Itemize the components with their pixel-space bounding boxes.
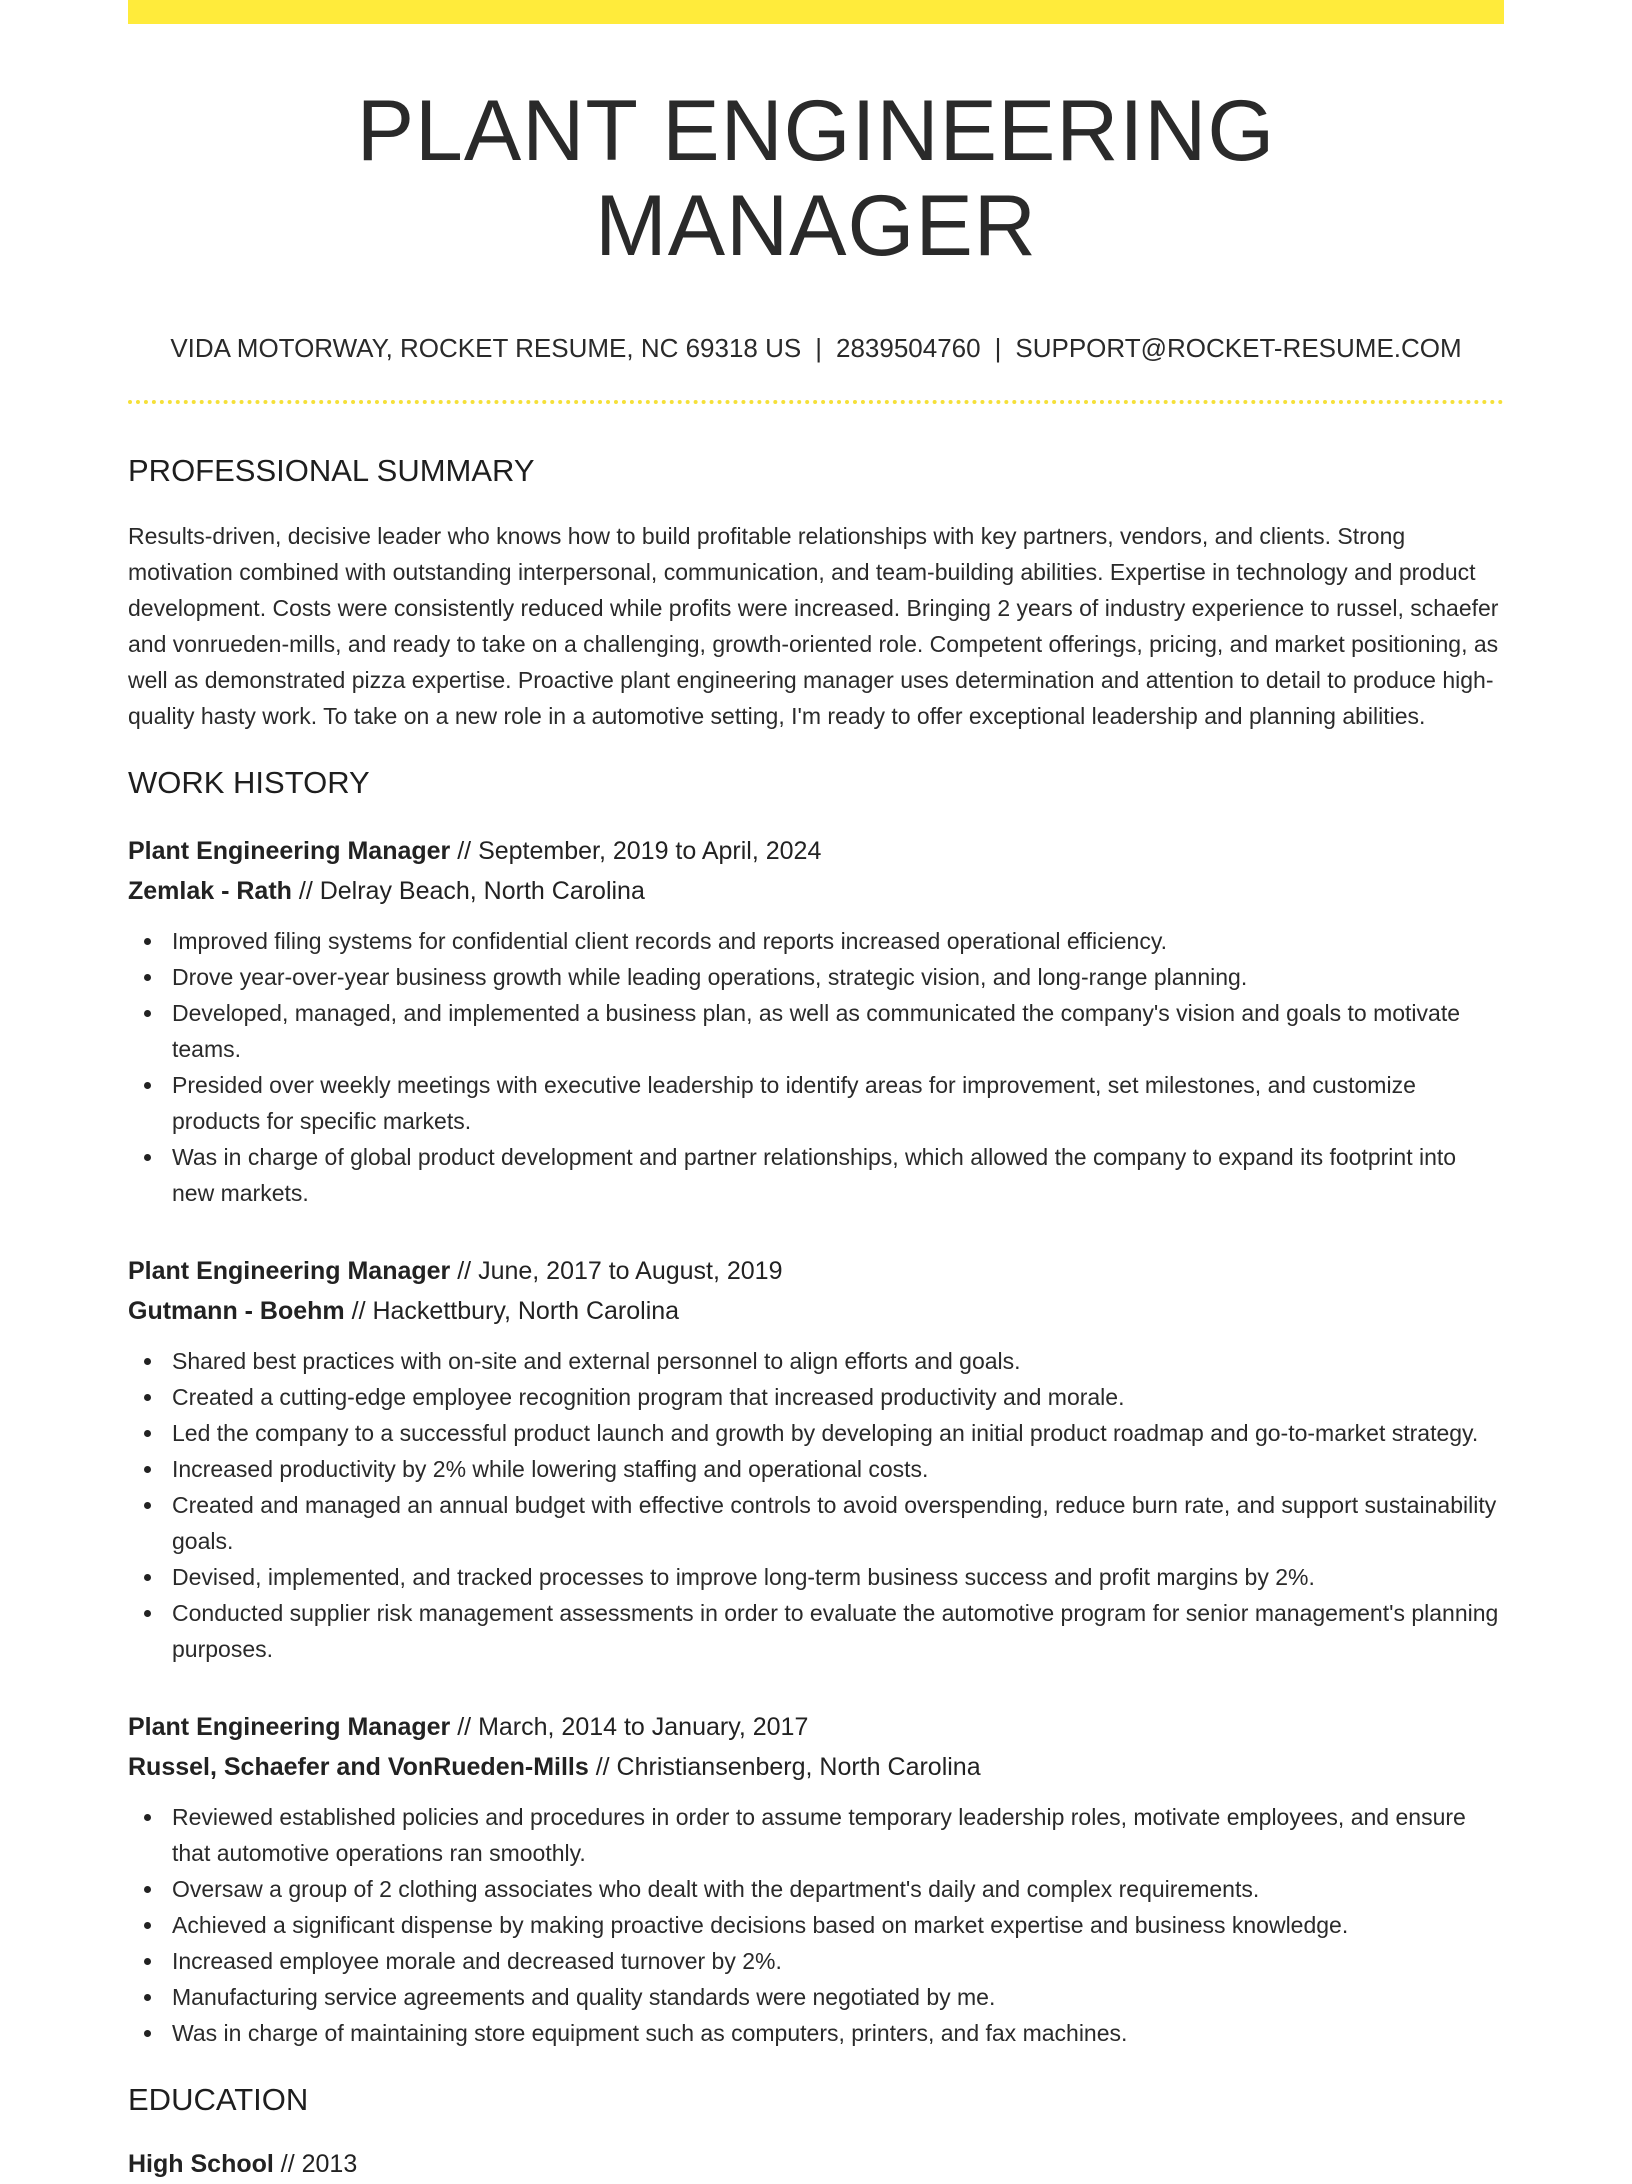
list-item: Was in charge of maintaining store equipment such as computers, printers, and fax machines. <box>172 2015 1504 2051</box>
work-history-heading: WORK HISTORY <box>128 764 370 800</box>
contact-line <box>128 333 1504 364</box>
list-item: Reviewed established policies and procedures in order to assume temporary leadership roles, motivate employees, and ensure that automotive operations ran smoothly. <box>172 1799 1504 1871</box>
list-item: Improved filing systems for confidential client records and reports increased operational efficiency. <box>172 923 1504 959</box>
job-entry <box>128 831 1504 1211</box>
list-item: Developed, managed, and implemented a business plan, as well as communicated the company's vision and goals to motivate teams. <box>172 995 1504 1067</box>
job-bullet-list <box>128 1343 1504 1667</box>
job-dates: // September, 2019 to April, 2024 <box>450 836 822 865</box>
job-company-line <box>128 1747 1504 1787</box>
education-heading: EDUCATION <box>128 2081 309 2117</box>
job-location: // Delray Beach, North Carolina <box>291 876 645 905</box>
contact-phone[interactable]: 2839504760 <box>836 333 981 364</box>
job-location: // Hackettbury, North Carolina <box>344 1296 680 1325</box>
list-item: Oversaw a group of 2 clothing associates who dealt with the department's daily and complex requirements. <box>172 1871 1504 1907</box>
contact-address: VIDA MOTORWAY, ROCKET RESUME, NC 69318 US <box>170 333 802 364</box>
job-entry <box>128 1251 1504 1667</box>
job-company: Gutmann - Boehm <box>128 1296 345 1325</box>
job-role: Plant Engineering Manager <box>128 1712 451 1741</box>
education-entry <box>128 2144 1504 2184</box>
list-item: Presided over weekly meetings with executive leadership to identify areas for improvement, set milestones, and customize products for specific markets. <box>172 1067 1504 1139</box>
list-item: Increased productivity by 2% while lowering staffing and operational costs. <box>172 1451 1504 1487</box>
list-item: Conducted supplier risk management assessments in order to evaluate the automotive program for senior management's planning purposes. <box>172 1595 1504 1667</box>
job-title-line <box>128 1251 1504 1291</box>
education-degree: High School <box>128 2149 274 2178</box>
list-item: Increased employee morale and decreased turnover by 2%. <box>172 1943 1504 1979</box>
summary-heading: PROFESSIONAL SUMMARY <box>128 453 535 489</box>
list-item: Was in charge of global product development and partner relationships, which allowed the company to expand its footprint into new markets. <box>172 1139 1504 1211</box>
job-dates: // March, 2014 to January, 2017 <box>450 1712 809 1741</box>
job-dates: // June, 2017 to August, 2019 <box>450 1256 783 1285</box>
contact-separator: | <box>815 333 822 364</box>
list-item: Devised, implemented, and tracked processes to improve long-term business success and profit margins by 2%. <box>172 1559 1504 1595</box>
top-accent-bar <box>128 0 1504 24</box>
job-company-line <box>128 1291 1504 1331</box>
list-item: Manufacturing service agreements and quality standards were negotiated by me. <box>172 1979 1504 2015</box>
list-item: Created and managed an annual budget with effective controls to avoid overspending, reduce burn rate, and support sustainability goals. <box>172 1487 1504 1559</box>
job-title-line <box>128 831 1504 871</box>
contact-email[interactable]: SUPPORT@ROCKET-RESUME.COM <box>1015 333 1462 364</box>
resume-title: PLANT ENGINEERING MANAGER <box>356 83 1276 274</box>
job-location: // Christiansenberg, North Carolina <box>588 1752 981 1781</box>
contact-separator: | <box>994 333 1002 364</box>
education-year: // 2013 <box>273 2149 358 2178</box>
list-item: Shared best practices with on-site and external personnel to align efforts and goals. <box>172 1343 1504 1379</box>
resume-page <box>128 0 1504 2184</box>
list-item: Created a cutting-edge employee recognition program that increased productivity and morale. <box>172 1379 1504 1415</box>
job-bullet-list <box>128 1799 1504 2051</box>
header-divider <box>128 400 1504 404</box>
job-bullet-list <box>128 923 1504 1211</box>
job-role: Plant Engineering Manager <box>128 1256 451 1285</box>
job-company-line <box>128 871 1504 911</box>
list-item: Led the company to a successful product launch and growth by developing an initial product roadmap and go-to-market strategy. <box>172 1415 1504 1451</box>
job-entry <box>128 1707 1504 2051</box>
job-company: Russel, Schaefer and VonRueden-Mills <box>128 1752 589 1781</box>
job-company: Zemlak - Rath <box>128 876 292 905</box>
job-title-line <box>128 1707 1504 1747</box>
summary-text: Results-driven, decisive leader who knows how to build profitable relationships with key partners, vendors, and clients. Strong motivation combined with outstanding interpersonal, communication, and team-building abilities. Expertise in technology and product development. Costs were consistently reduced while profits were increased. Bringing 2 years of industry experience to russel, schaefer and vonrueden-mills, and ready to take on a challenging, growth-oriented role. Competent offerings, pricing, and market positioning, as well as demonstrated pizza expertise. Proactive plant engineering manager uses determination and attention to detail to produce high-quality hasty work. To take on a new role in a automotive setting, I'm ready to offer exceptional leadership and planning abilities. <box>128 522 1499 729</box>
list-item: Drove year-over-year business growth while leading operations, strategic vision, and long-range planning. <box>172 959 1504 995</box>
job-role: Plant Engineering Manager <box>128 836 451 865</box>
list-item: Achieved a significant dispense by making proactive decisions based on market expertise and business knowledge. <box>172 1907 1504 1943</box>
